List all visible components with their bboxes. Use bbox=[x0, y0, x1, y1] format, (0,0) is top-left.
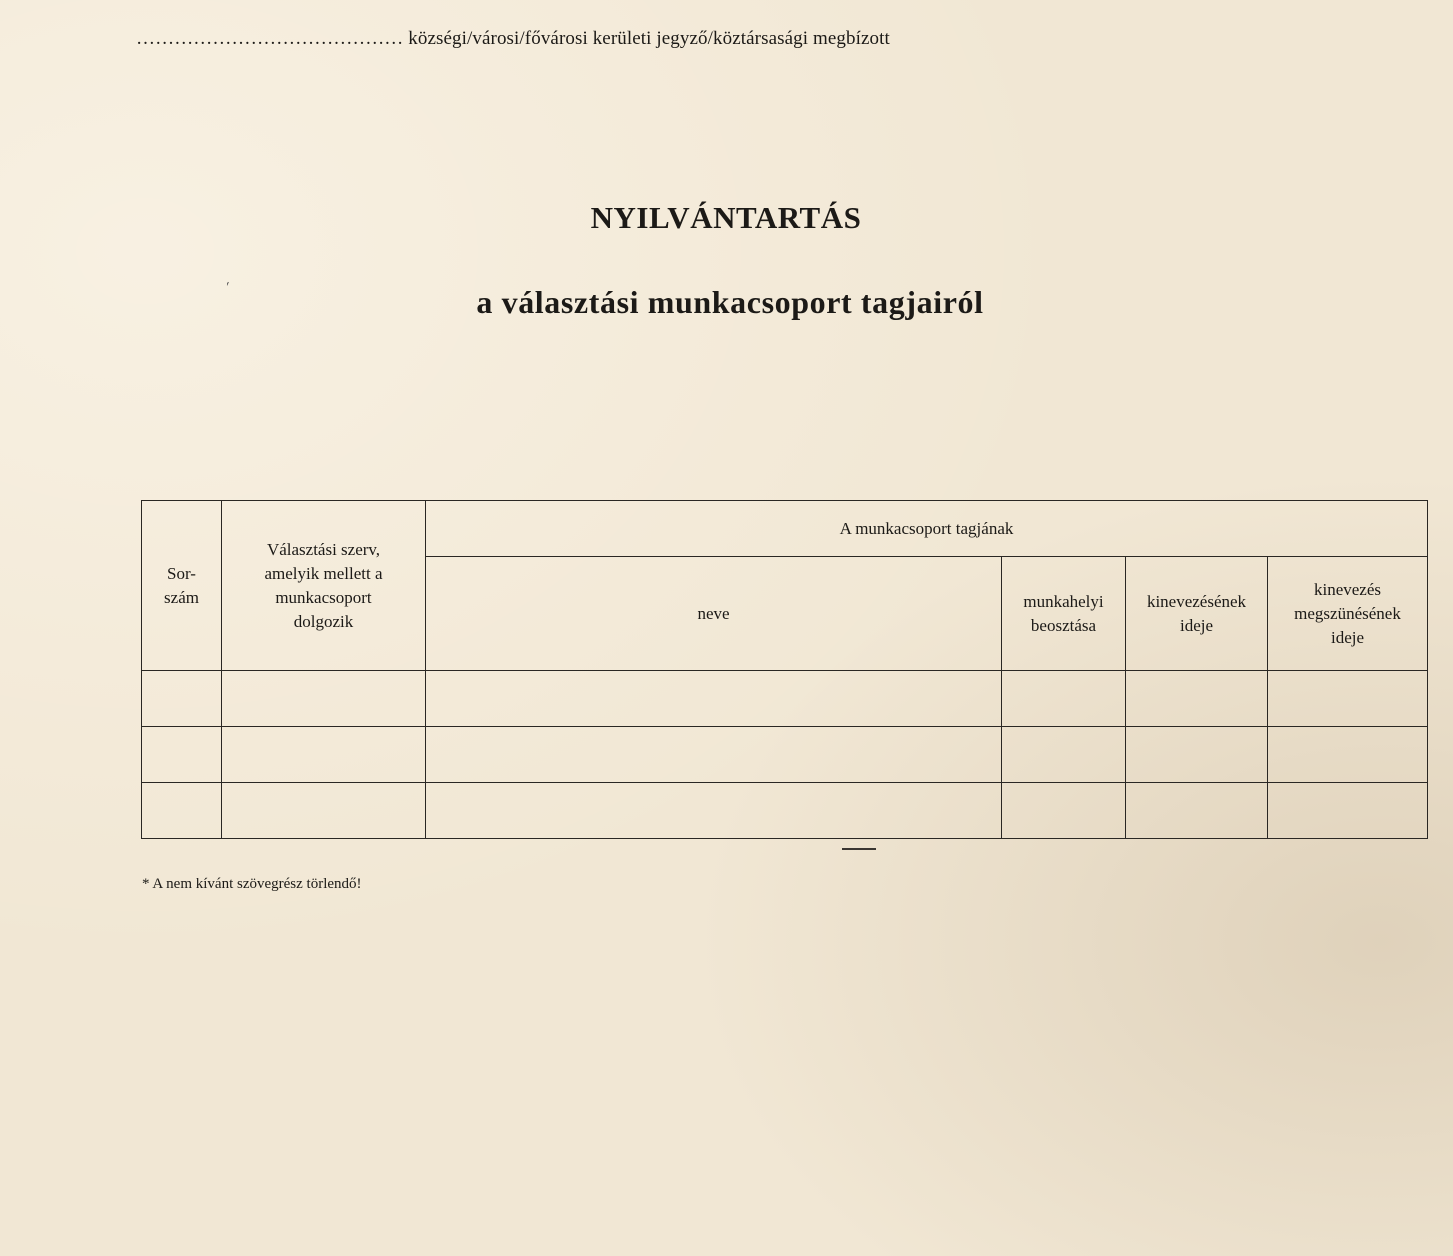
cell-neve bbox=[426, 671, 1002, 727]
header-kinevezes bbox=[1126, 557, 1268, 671]
header-dots: …………………………………… bbox=[136, 28, 404, 49]
cell-kinevezes bbox=[1126, 727, 1268, 783]
header-megszunes-label: kinevezés megszünésének ideje bbox=[1294, 579, 1401, 647]
cell-sorszam bbox=[142, 671, 222, 727]
header-szerv bbox=[222, 501, 426, 671]
cell-szerv bbox=[222, 783, 426, 839]
table-row bbox=[142, 783, 1428, 839]
header-kinevezes-label: kinevezésének ideje bbox=[1146, 591, 1247, 635]
cell-neve bbox=[426, 783, 1002, 839]
cell-megszunes bbox=[1268, 783, 1428, 839]
pencil-mark-icon: ˊ bbox=[223, 279, 237, 298]
cell-megszunes bbox=[1268, 727, 1428, 783]
document-subtitle: a választási munkacsoport tagjairól bbox=[476, 284, 984, 320]
cell-szerv bbox=[222, 671, 426, 727]
header-text: községi/városi/fővárosi kerületi jegyző/köztársasági megbízott bbox=[408, 28, 890, 49]
header-neve-label: neve bbox=[697, 603, 730, 623]
separator-dash bbox=[842, 848, 876, 850]
header-group bbox=[426, 501, 1428, 557]
cell-munkahelyi bbox=[1002, 727, 1126, 783]
header-sorszam-label: Sor- szám bbox=[164, 563, 199, 607]
document-title: NYILVÁNTARTÁS bbox=[590, 200, 862, 235]
table-header-row bbox=[142, 501, 1428, 557]
cell-neve bbox=[426, 727, 1002, 783]
cell-munkahelyi bbox=[1002, 783, 1126, 839]
cell-kinevezes bbox=[1126, 671, 1268, 727]
table-row bbox=[142, 727, 1428, 783]
register-table bbox=[141, 500, 1428, 839]
header-sorszam bbox=[142, 501, 222, 671]
cell-kinevezes bbox=[1126, 783, 1268, 839]
footnote: * A nem kívánt szövegrész törlendő! bbox=[142, 876, 362, 892]
header-munkahelyi-label: munkahelyi beosztása bbox=[1023, 591, 1104, 635]
header-neve bbox=[426, 557, 1002, 671]
header-megszunes bbox=[1268, 557, 1428, 671]
table-row bbox=[142, 671, 1428, 727]
header-line bbox=[136, 28, 890, 50]
cell-sorszam bbox=[142, 783, 222, 839]
header-munkahelyi bbox=[1002, 557, 1126, 671]
header-group-label: A munkacsoport tagjának bbox=[839, 518, 1014, 538]
cell-sorszam bbox=[142, 727, 222, 783]
header-szerv-label: Választási szerv, amelyik mellett a munkacsoport dolgozik bbox=[264, 539, 383, 631]
cell-megszunes bbox=[1268, 671, 1428, 727]
cell-szerv bbox=[222, 727, 426, 783]
cell-munkahelyi bbox=[1002, 671, 1126, 727]
